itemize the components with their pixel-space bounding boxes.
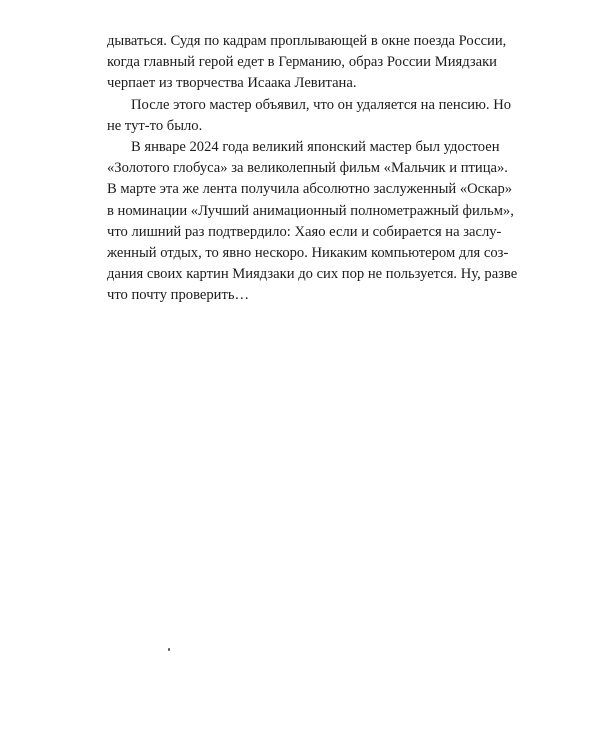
text-line: черпает из творчества Исаака Левитана. xyxy=(107,75,357,92)
text-line: дания своих картин Миядзаки до сих пор не пользуется. Ну, разве xyxy=(107,266,518,283)
paragraph-1 xyxy=(107,31,507,95)
text-line: женный отдых, то явно нескоро. Никаким компьютером для соз- xyxy=(107,245,509,262)
text-line: в номинации «Лучший анимационный полнометражный фильм», xyxy=(107,202,514,219)
text-line: дываться. Судя по кадрам проплывающей в окне поезда России, xyxy=(107,33,507,49)
paragraph-2 xyxy=(107,95,512,137)
text-line: «Золотого глобуса» за великолепный фильм «Мальчик и птица». xyxy=(107,160,508,177)
text-line: что почту проверить… xyxy=(107,287,250,304)
text-line: когда главный герой едет в Германию, образ России Миядзаки xyxy=(107,54,497,71)
text-line: что лишний раз подтвердило: Хаяо если и собирается на заслу- xyxy=(107,223,502,240)
paragraph-3 xyxy=(107,137,518,307)
scan-speck xyxy=(168,648,170,651)
text-line: В марте эта же лента получила абсолютно заслуженный «Оскар» xyxy=(107,181,513,198)
text-line: После этого мастер объявил, что он удаляется на пенсию. Но xyxy=(131,96,512,113)
body-text xyxy=(107,31,518,307)
text-line: В январе 2024 года великий японский мастер был удостоен xyxy=(131,139,500,156)
text-line: не тут-то было. xyxy=(107,117,203,134)
